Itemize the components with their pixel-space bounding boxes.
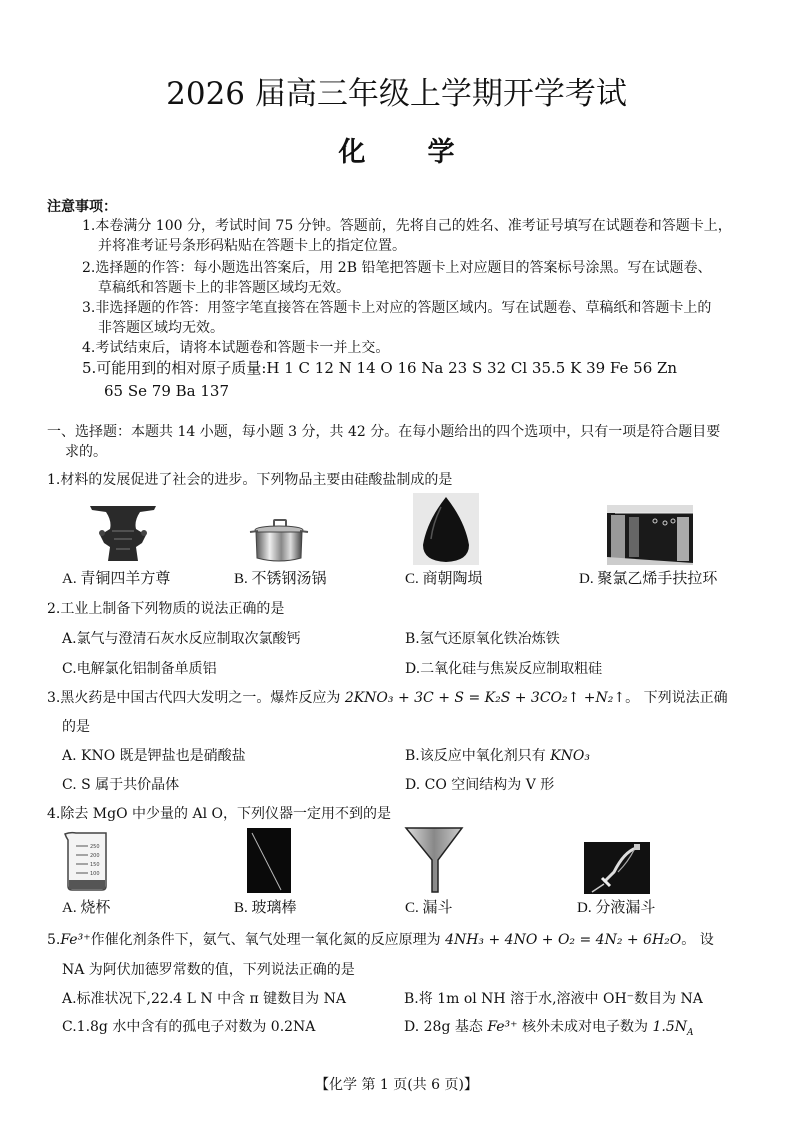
q1-option-a: A. 青铜四羊方尊 xyxy=(62,571,171,587)
q5-option-a: A.标准状况下,22.4 L N 中含 π 键数目为 NA xyxy=(62,991,346,1007)
page-footer: 【化学 第 1 页(共 6 页)】 xyxy=(315,1077,478,1093)
subject-char-2: 学 xyxy=(427,137,455,168)
section1-line1: 一、选择题：本题共 14 小题，每小题 3 分，共 42 分。在每小题给出的四个选项中，只有一项是符合题目要 xyxy=(47,424,721,440)
exam-title: 2026 届高三年级上学期开学考试 xyxy=(166,76,627,112)
q4-option-b: B. 玻璃棒 xyxy=(234,900,297,916)
notice-item-2-line1: 2.选择题的作答：每小题选出答案后，用 2B 铅笔把答题卡上对应题目的答案标号涂黑。写在试题卷、 xyxy=(82,260,712,276)
beaker-mark-100: 100 xyxy=(90,871,100,877)
q3-option-d: D. CO 空间结构为 V 形 xyxy=(405,777,555,793)
q5-option-b: B.将 1m ol NH 溶于水,溶液中 OH⁻数目为 NA xyxy=(404,991,703,1007)
bronze-vessel-image xyxy=(88,503,158,563)
q1-option-d: D. 聚氯乙烯手扶拉环 xyxy=(579,571,718,587)
q3-stem-line2: 的是 xyxy=(62,719,90,735)
section1-line2: 求的。 xyxy=(65,444,107,460)
q5-option-d-value: 1.5N xyxy=(652,1019,687,1035)
q5-num: 5. xyxy=(47,932,61,948)
q3-stem xyxy=(47,687,728,707)
subject-title xyxy=(0,130,793,169)
q5-option-d xyxy=(404,1016,693,1038)
glass-rod-image xyxy=(247,828,291,893)
q2-stem: 2.工业上制备下列物质的说法正确的是 xyxy=(47,601,285,617)
steel-pot-image xyxy=(248,518,310,564)
separatory-funnel-image xyxy=(584,842,650,894)
q5-option-d-ion: Fe³⁺ xyxy=(487,1019,518,1035)
q2-option-d: D.二氧化硅与焦炭反应制取粗硅 xyxy=(405,661,603,677)
q1-option-c: C. 商朝陶埙 xyxy=(405,571,483,587)
notice-item-2-line2: 草稿纸和答题卡上的非答题区域均无效。 xyxy=(98,280,350,296)
q5-stem xyxy=(47,929,714,949)
notice-item-5-line1: 5.可能用到的相对原子质量:H 1 C 12 N 14 O 16 Na 23 S 32 Cl 35.5 K 39 Fe 56 Zn xyxy=(82,359,678,377)
q5-stem-mid: 作催化剂条件下，氨气、氧气处理一氧化氮的反应原理为 xyxy=(90,932,446,948)
q3-equation: 2KNO₃ + 3C + S = K₂S + 3CO₂↑ +N₂↑ xyxy=(344,690,626,706)
beaker-mark-150: 150 xyxy=(90,862,100,868)
q5-option-d-sub: A xyxy=(686,1027,694,1038)
q3-stem-post: 。 下列说法正确 xyxy=(625,690,728,706)
q4-option-a: A. 烧杯 xyxy=(62,900,111,916)
q2-option-c: C.电解氯化铝制备单质铝 xyxy=(62,661,217,677)
beaker-mark-200: 200 xyxy=(90,853,100,859)
notice-item-5-line2: 65 Se 79 Ba 137 xyxy=(104,382,229,400)
funnel-image xyxy=(404,826,464,894)
notice-item-1-line2: 并将准考证号条形码粘贴在答题卡上的指定位置。 xyxy=(98,238,406,254)
notice-item-4: 4.考试结束后，请将本试题卷和答题卡一并上交。 xyxy=(82,340,390,356)
q1-option-b: B. 不锈钢汤锅 xyxy=(234,571,327,587)
clay-xun-image xyxy=(413,493,479,565)
beaker-image xyxy=(62,830,112,892)
q5-option-c: C.1.8g 水中含有的孤电子对数为 0.2NA xyxy=(62,1019,316,1035)
notice-heading: 注意事项： xyxy=(47,199,117,215)
q2-option-b: B.氢气还原氧化铁冶炼铁 xyxy=(405,631,560,647)
notice-item-3-line2: 非答题区域均无效。 xyxy=(98,320,224,336)
notice-item-3-line1: 3.非选择题的作答：用签字笔直接答在答题卡上对应的答题区域内。写在试题卷、草稿纸和答题卡上的 xyxy=(82,300,712,316)
q4-option-d: D. 分液漏斗 xyxy=(577,900,656,916)
subway-handles-image xyxy=(607,505,693,565)
q5-equation: 4NH₃ + 4NO + O₂ = 4N₂ + 6H₂O xyxy=(445,932,682,948)
q5-option-d-pre: D. 28g 基态 xyxy=(404,1019,488,1035)
subject-char-1: 化 xyxy=(338,137,366,168)
q5-stem-end: 。 设 xyxy=(681,932,714,948)
q3-option-a: A. KNO 既是钾盐也是硝酸盐 xyxy=(62,748,246,764)
q3-stem-pre: 3.黑火药是中国古代四大发明之一。爆炸反应为 xyxy=(47,690,345,706)
q5-stem-line2: NA 为阿伏加德罗常数的值，下列说法正确的是 xyxy=(62,962,355,978)
q5-option-d-mid: 核外未成对电子数为 xyxy=(517,1019,653,1035)
q1-stem: 1.材料的发展促进了社会的进步。下列物品主要由硅酸盐制成的是 xyxy=(47,472,453,488)
notice-item-1-line1: 1.本卷满分 100 分，考试时间 75 分钟。答题前，先将自己的姓名、准考证号填写在试题卷和答题卡上， xyxy=(82,218,732,234)
q5-catalyst: Fe³⁺ xyxy=(60,932,91,948)
q2-option-a: A.氯气与澄清石灰水反应制取次氯酸钙 xyxy=(62,631,301,647)
q4-option-c: C. 漏斗 xyxy=(405,900,453,916)
q3-option-b-text: B.该反应中氧化剂只有 xyxy=(405,748,551,764)
beaker-mark-250: 250 xyxy=(90,844,100,850)
q3-option-b xyxy=(405,745,590,765)
q3-option-c: C. S 属于共价晶体 xyxy=(62,777,180,793)
q4-stem: 4.除去 MgO 中少量的 Al O，下列仪器一定用不到的是 xyxy=(47,806,391,822)
q3-option-b-formula: KNO₃ xyxy=(550,748,591,764)
